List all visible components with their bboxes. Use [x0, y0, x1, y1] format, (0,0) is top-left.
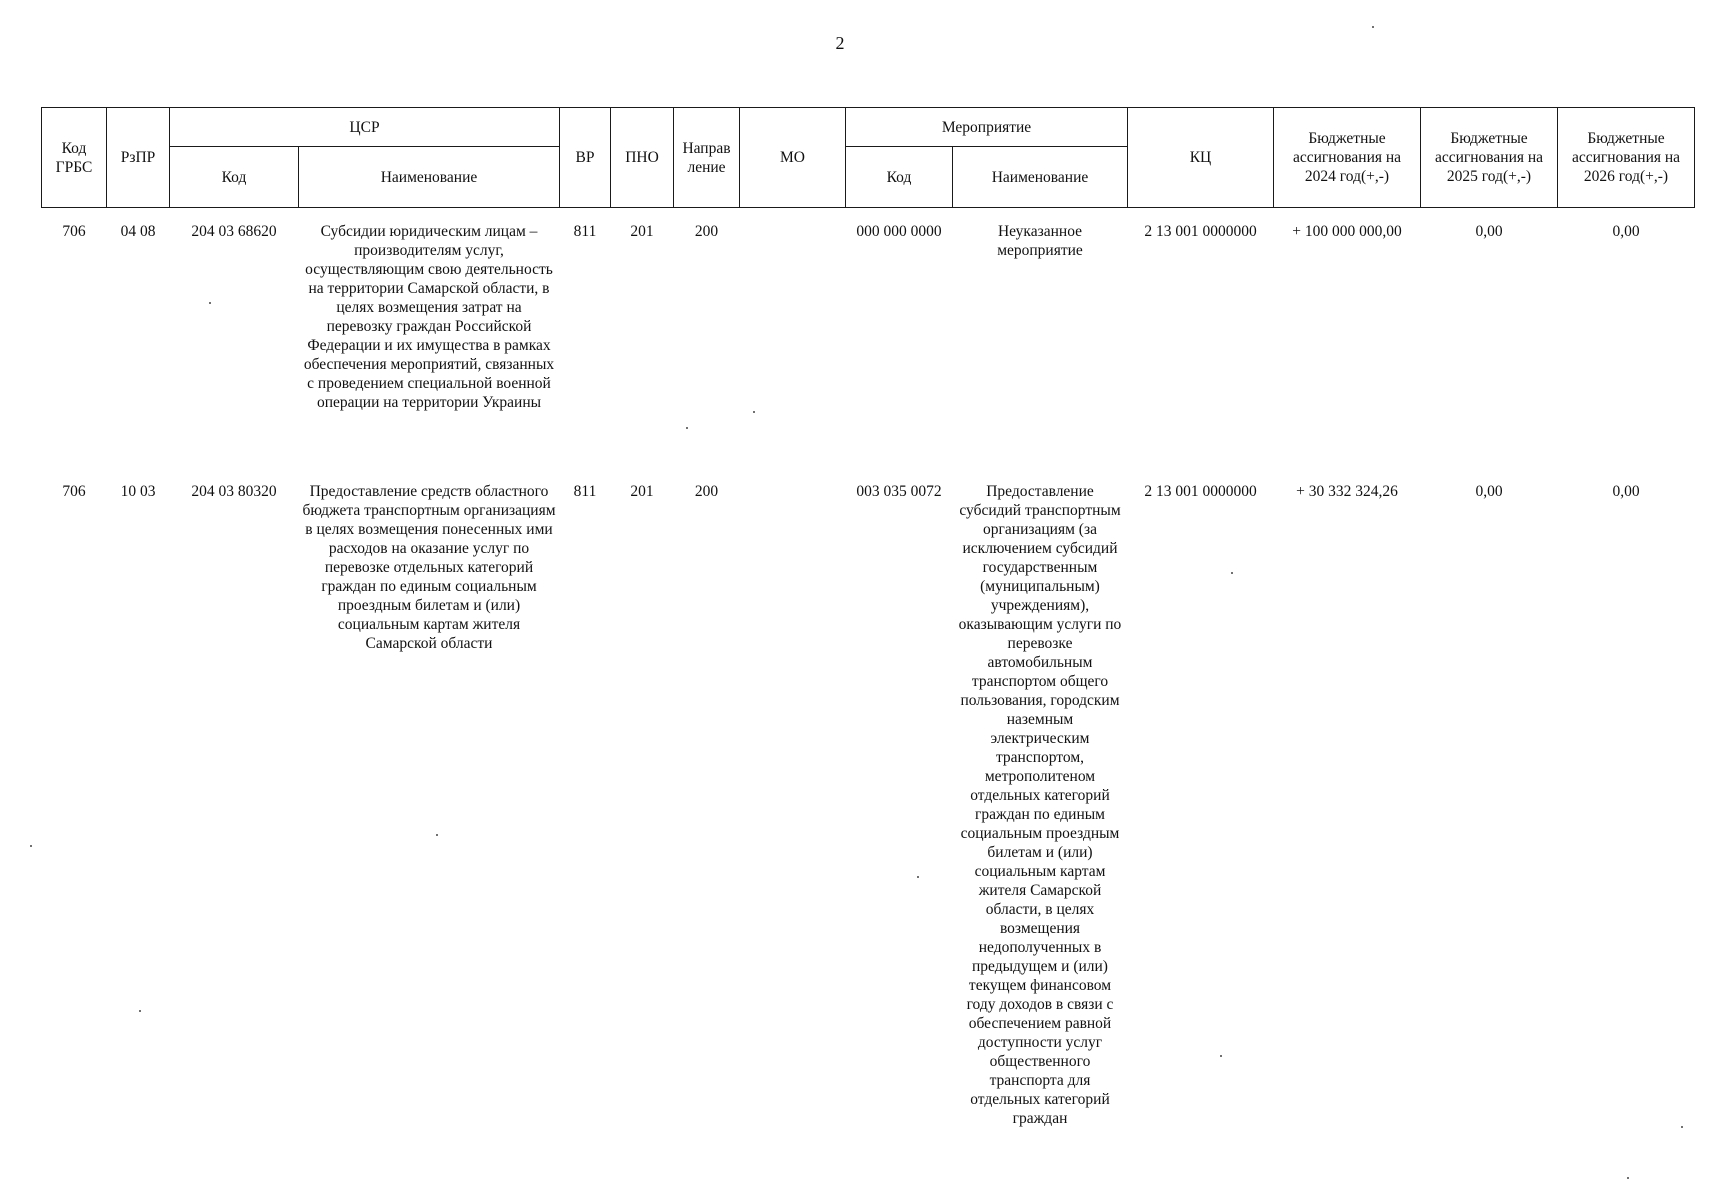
header-rzpr: РзПР	[107, 108, 170, 208]
cell-pno: 201	[630, 483, 654, 500]
header-budget-2025: Бюджетные ассигнования на 2025 год(+,-)	[1421, 108, 1558, 208]
cell-kc: 2 13 001 0000000	[1144, 483, 1257, 500]
scan-speck	[753, 411, 755, 413]
cell-grbs: 706	[62, 223, 86, 240]
header-vr: ВР	[560, 108, 611, 208]
header-csr-name: Наименование	[299, 147, 560, 208]
header-mer-name: Наименование	[953, 147, 1128, 208]
cell-mer-name: Предоставление субсидий транспортным организациям (за исключением субсидий государственным (муниципальным) учреждениям), оказывающим услуги по перевозке автомобильным транспортом общего пользования, городским наземным электрическим транспортом, метрополитеном отдельных категорий граждан по единым социальным проездным билетам и (или) социальным картам жителя Самарской области, в целях возмещения недополученных в предыдущем и (или) текущем финансовом году доходов в связи с обеспечением равной доступности услуг общественного транспорта для отдельных категорий граждан	[958, 483, 1122, 1127]
cell-budget-2025: 0,00	[1475, 223, 1503, 240]
scan-speck	[209, 302, 211, 304]
cell-grbs: 706	[62, 483, 86, 500]
cell-csr-name: Субсидии юридическим лицам – производителям услуг, осуществляющим свою деятельность на территории Самарской области, в целях возмещения затрат на перевозку граждан Российской Федерации и их имущества в рамках обеспечения мероприятий, связанных с проведением специальной военной операции на территории Украины	[303, 223, 555, 411]
scan-speck	[436, 834, 438, 836]
cell-napravlenie: 200	[694, 223, 719, 240]
cell-budget-2026: 0,00	[1612, 223, 1640, 240]
scan-speck	[1372, 26, 1374, 28]
cell-vr: 811	[573, 223, 597, 240]
scan-speck	[917, 876, 919, 878]
cell-pno: 201	[630, 223, 654, 240]
scan-speck	[1231, 572, 1233, 574]
header-budget-2026: Бюджетные ассигнования на 2026 год(+,-)	[1558, 108, 1695, 208]
header-csr-kod: Код	[170, 147, 299, 208]
scan-speck	[30, 845, 32, 847]
header-kod-grbs: Код ГРБС	[42, 108, 107, 208]
scan-speck	[1627, 1177, 1629, 1179]
header-budget-2024: Бюджетные ассигнования на 2024 год(+,-)	[1274, 108, 1421, 208]
scan-speck	[1681, 1126, 1683, 1128]
header-mo: МО	[740, 108, 846, 208]
scan-speck	[139, 1010, 141, 1012]
cell-mer-kod: 003 035 0072	[856, 483, 942, 500]
table-row	[42, 208, 1695, 473]
cell-vr: 811	[573, 483, 597, 500]
cell-budget-2024: + 30 332 324,26	[1296, 483, 1398, 500]
scan-speck	[686, 427, 688, 429]
header-pno: ПНО	[611, 108, 674, 208]
cell-mer-kod: 000 000 0000	[856, 223, 942, 240]
table-row	[42, 472, 1695, 1128]
header-csr: ЦСР	[170, 108, 560, 147]
cell-kc: 2 13 001 0000000	[1144, 223, 1257, 240]
cell-rzpr: 04 08	[120, 223, 156, 240]
cell-rzpr: 10 03	[120, 483, 156, 500]
cell-mer-name: Неуказанное мероприятие	[997, 223, 1083, 259]
header-napravlenie: Направ ление	[674, 108, 740, 208]
page-number: 2	[835, 33, 845, 53]
cell-budget-2025: 0,00	[1475, 483, 1503, 500]
cell-mo	[740, 208, 846, 473]
cell-budget-2026: 0,00	[1612, 483, 1640, 500]
header-meropriyatie: Мероприятие	[846, 108, 1128, 147]
cell-napravlenie: 200	[694, 483, 719, 500]
header-mer-kod: Код	[846, 147, 953, 208]
header-kc: КЦ	[1128, 108, 1274, 208]
cell-csr-kod: 204 03 80320	[191, 483, 277, 500]
cell-mo	[740, 472, 846, 1128]
cell-csr-kod: 204 03 68620	[191, 223, 277, 240]
cell-csr-name: Предоставление средств областного бюджета транспортным организациям в целях возмещения понесенных ими расходов на оказание услуг по перевозке отдельных категорий граждан по единым социальным проездным билетам и (или) социальным картам жителя Самарской области	[302, 483, 556, 652]
cell-budget-2024: + 100 000 000,00	[1292, 223, 1402, 240]
scan-speck	[1220, 1055, 1222, 1057]
budget-table	[41, 107, 1695, 1128]
